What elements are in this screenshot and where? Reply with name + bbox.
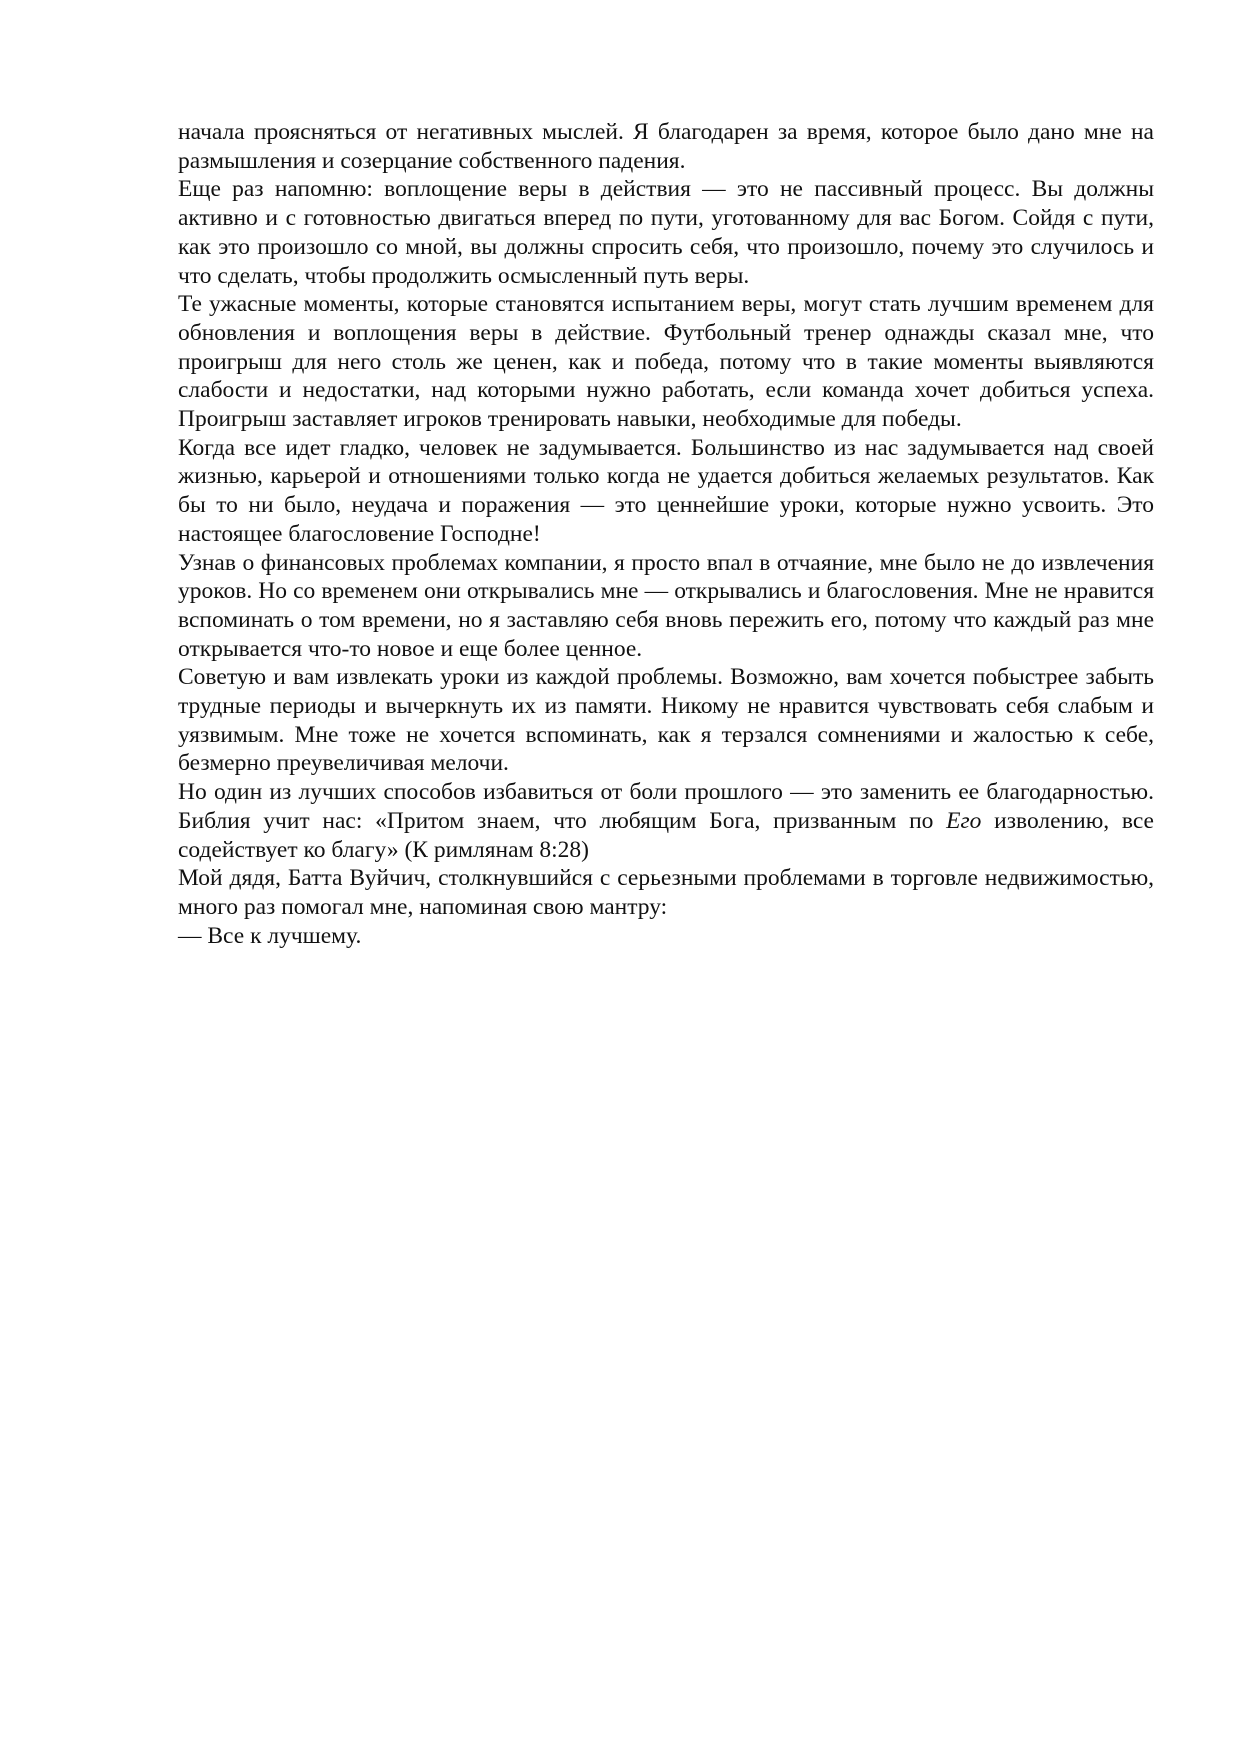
paragraph-6: Советую и вам извлекать уроки из каждой проблемы. Возможно, вам хочется побыстрее забыть трудные периоды и вычеркнуть их из памяти. Никому не нравится чувствовать себя слабым и уязвимым. Мне тоже не хочется вспоминать, как я терзался сомнениями и жалостью к себе, безмерно преувеличивая мелочи.	[178, 664, 1154, 777]
paragraph-7-text-before: Но один из лучших способов избавиться от боли прошлого — это заменить ее благодарностью. Библия учит нас: «Притом знаем, что любящим Бога, призванным по	[178, 779, 1154, 834]
paragraph-1: начала проясняться от негативных мыслей. Я благодарен за время, которое было дано мне на размышления и созерцание собственного падения.	[178, 119, 1154, 174]
paragraph-7-text-after: изволению, все содействует ко благу» (К римлянам 8:28)	[178, 807, 1154, 863]
paragraph-8: Мой дядя, Батта Вуйчич, столкнувшийся с серьезными проблемами в торговле недвижимостью, много раз помогал мне, напоминая свою мантру:	[178, 865, 1154, 920]
paragraph-7	[178, 778, 1154, 864]
paragraph-2: Еще раз напомню: воплощение веры в действия — это не пассивный процесс. Вы должны активно и с готовностью двигаться вперед по пути, уготованному для вас Богом. Сойдя с пути, как это произошло со мной, вы должны спросить себя, что произошло, почему это случилось и что сделать, чтобы продолжить осмысленный путь веры.	[178, 176, 1154, 289]
paragraph-5: Узнав о финансовых проблемах компании, я просто впал в отчаяние, мне было не до извлечения уроков. Но со временем они открывались мне — открывались и благословения. Мне не нравится вспоминать о том времени, но я заставляю себя вновь пережить его, потому что каждый раз мне открывается что-то новое и еще более ценное.	[178, 549, 1154, 662]
paragraph-4: Когда все идет гладко, человек не задумывается. Большинство из нас задумывается над своей жизнью, карьерой и отношениями только когда не удается добиться желаемых результатов. Как бы то ни было, неудача и поражения — это ценнейшие уроки, которые нужно усвоить. Это настоящее благословение Господне!	[178, 434, 1154, 547]
paragraph-7-italic: Его	[946, 807, 982, 834]
document-page	[178, 118, 1154, 950]
paragraph-3: Те ужасные моменты, которые становятся испытанием веры, могут стать лучшим временем для обновления и воплощения веры в действие. Футбольный тренер однажды сказал мне, что проигрыш для него столь же ценен, как и победа, потому что в такие моменты выявляются слабости и недостатки, над которыми нужно работать, если команда хочет добиться успеха. Проигрыш заставляет игроков тренировать навыки, необходимые для победы.	[178, 291, 1154, 433]
paragraph-9: — Все к лучшему.	[178, 922, 362, 949]
